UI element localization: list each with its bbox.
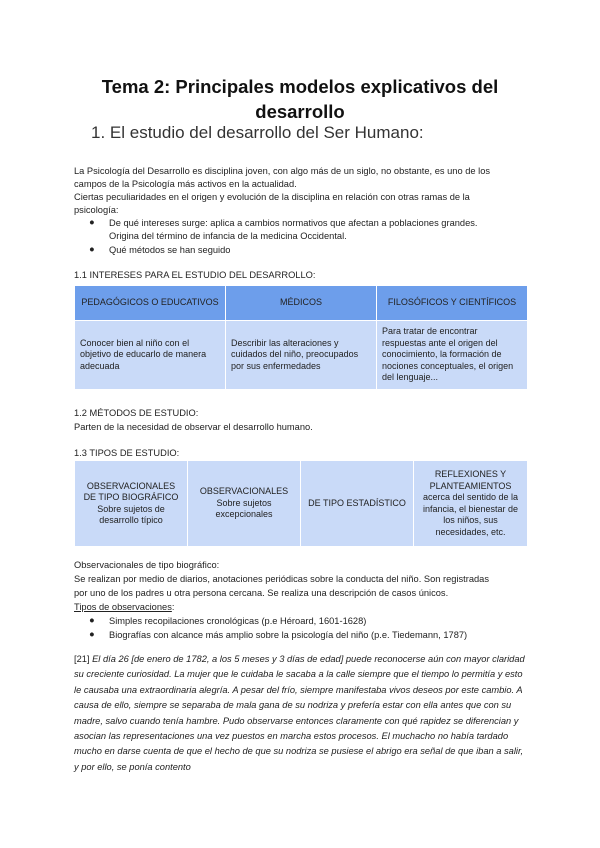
cell-title: DE TIPO ESTADÍSTICO (308, 497, 406, 508)
types-label-text: Tipos de observaciones (74, 602, 172, 612)
table-header-cell: FILOSÓFICOS Y CIENTÍFICOS (377, 286, 528, 321)
intro-line: psicología: (74, 205, 119, 215)
quote-text: El día 26 [de enero de 1782, a los 5 meses y 3 días de edad] puede reconocerse aún con mayor claridad su creciente curiosidad. La mujer que le cuidaba le sacaba a la calle siempre que el tiempo lo permitía y esto le causaba una extraordinaria alegría. A pesar del frío, siempre manifestaba vivos deseos por este cambio. A causa de ello, siempre se separaba de mala gana de su nodriza y prefería estar con ella antes que con su madre, salvo cuando tenía hambre. Pudo observarse entonces claramente con qué rapidez se diferencian y asocian las representaciones una vez puestos en marcha estos procesos. El muchacho no había tardado mucho en darse cuenta de que el hecho de que su nodriza se pusiese el abrigo era señal de que iban a salir, y por ello, se ponía contento (74, 654, 525, 772)
section-heading-1-2: 1.2 MÉTODOS DE ESTUDIO: (74, 408, 199, 418)
page-title: Tema 2: Principales modelos explicativos del desarrollo (101, 76, 499, 122)
interests-table (74, 285, 528, 390)
section-heading: 1. El estudio del desarrollo del Ser Humano: (91, 123, 424, 142)
cell-subtitle: acerca del sentido de la infancia, el bienestar de los niños, sus necesidades, etc. (422, 492, 519, 537)
cell-title: OBSERVACIONALES (199, 486, 289, 497)
bio-line: Se realizan por medio de diarios, anotaciones periódicas sobre la conducta del niño. Son registradas (74, 574, 489, 584)
intro-line: La Psicología del Desarrollo es disciplina joven, con algo más de un siglo, no obstante, es uno de los (74, 166, 491, 176)
bullet-icon: ● (89, 615, 95, 625)
intro-line: Ciertas peculiaridades en el origen y evolución de la disciplina en relación con otras ramas de la (74, 192, 470, 202)
quote-paragraph (74, 652, 529, 775)
study-types-table (74, 460, 528, 547)
cell-title: OBSERVACIONALES DE TIPO BIOGRÁFICO (83, 480, 179, 502)
table-cell: Para tratar de encontrar respuestas ante el origen del conocimiento, la formación de nociones conceptuales, el origen del lenguaje... (377, 321, 528, 390)
section-heading-1-1: 1.1 INTERESES PARA EL ESTUDIO DEL DESARROLLO: (74, 270, 316, 280)
table-cell (75, 461, 188, 547)
list-item: Qué métodos se han seguido (109, 245, 231, 255)
list-item: De qué intereses surge: aplica a cambios normativos que afectan a poblaciones grandes. (109, 218, 478, 228)
table-row (75, 461, 528, 547)
table-cell (188, 461, 301, 547)
intro-line: campos de la Psicología más activos en la actualidad. (74, 179, 297, 189)
subsection-heading: Observacionales de tipo biográfico: (74, 560, 220, 570)
bullet-icon: ● (89, 244, 95, 254)
cell-title: REFLEXIONES Y PLANTEAMIENTOS (429, 469, 512, 491)
table-header-cell: PEDAGÓGICOS O EDUCATIVOS (75, 286, 226, 321)
table-cell (414, 461, 528, 547)
table-header-row (75, 286, 528, 321)
types-label (74, 601, 174, 614)
cell-subtitle: Sobre sujetos excepcionales (215, 497, 273, 520)
list-item-continuation: Origina del término de infancia de la medicina Occidental. (109, 231, 347, 241)
cell-subtitle: Sobre sujetos de desarrollo típico (97, 503, 165, 525)
table-cell (301, 461, 414, 547)
bio-line: por uno de los padres u otra persona cercana. Se realiza una descripción de casos únicos. (74, 588, 449, 598)
table-row (75, 321, 528, 390)
bullet-icon: ● (89, 217, 95, 227)
table-cell: Conocer bien al niño con el objetivo de educarlo de manera adecuada (75, 321, 226, 390)
types-label-colon: : (171, 602, 175, 612)
table-cell: Describir las alteraciones y cuidados del niño, preocupados por sus enfermedades (226, 321, 377, 390)
quote-reference: [21] (74, 654, 90, 664)
list-item: Biografías con alcance más amplio sobre la psicología del niño (p.e. Tiedemann, 1787) (109, 630, 468, 640)
methods-text: Parten de la necesidad de observar el desarrollo humano. (74, 422, 313, 432)
table-header-cell: MÉDICOS (226, 286, 377, 321)
bullet-icon: ● (89, 629, 95, 639)
section-heading-1-3: 1.3 TIPOS DE ESTUDIO: (74, 448, 180, 458)
list-item: Simples recopilaciones cronológicas (p.e Héroard, 1601-1628) (109, 616, 367, 626)
